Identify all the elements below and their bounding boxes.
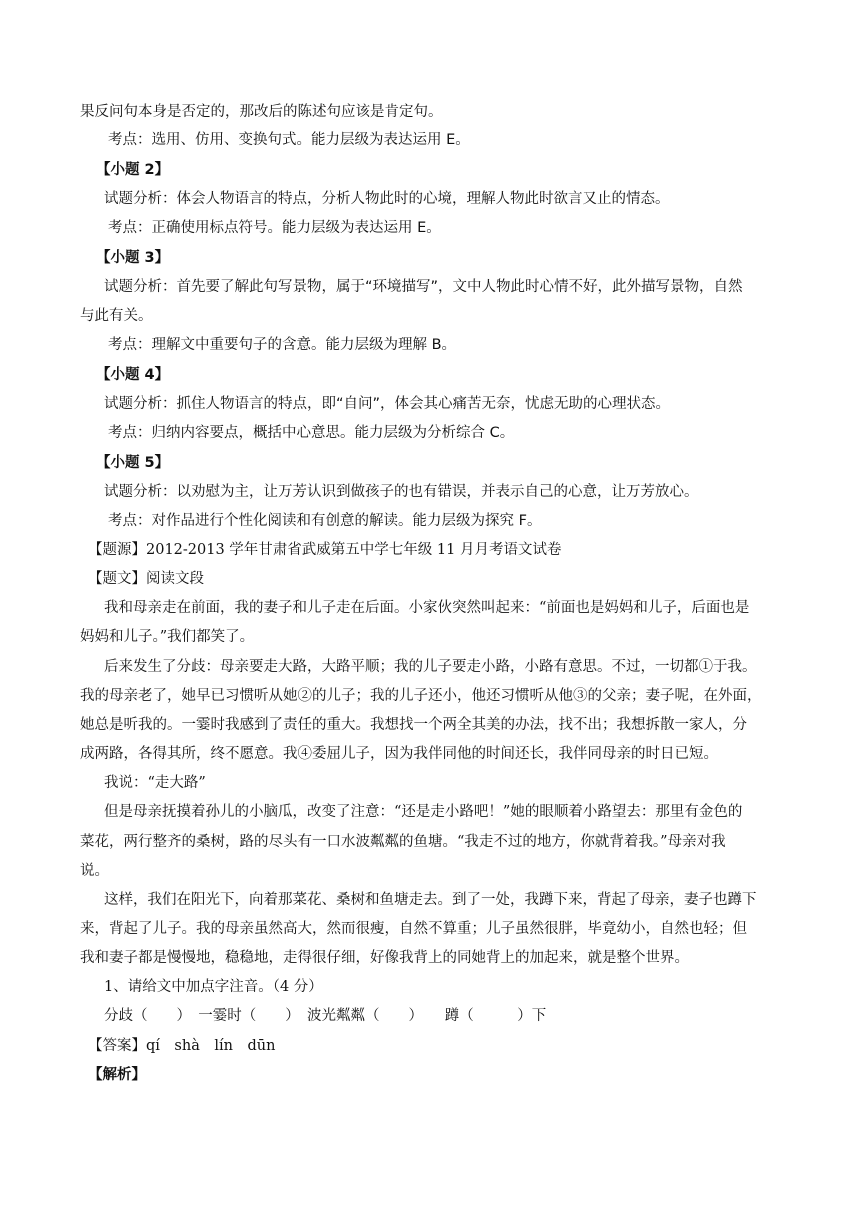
subquestion-heading: 【小题 2】 bbox=[96, 162, 170, 178]
kaodian-line: 考点：对作品进行个性化阅读和有创意的解读。能力层级为探究 F。 bbox=[108, 513, 542, 529]
subquestion-heading: 【小题 3】 bbox=[96, 250, 170, 266]
passage-line: 说。 bbox=[80, 863, 109, 879]
subquestion-heading: 【小题 5】 bbox=[96, 455, 170, 471]
analysis-line: 试题分析：以劝慰为主，让万芳认识到做孩子的也有错误，并表示自己的心意，让万芳放心。 bbox=[104, 484, 699, 500]
answer-line: 【答案】qí shà lín dūn bbox=[88, 1038, 276, 1054]
passage-line: 妈妈和儿子。”我们都笑了。 bbox=[80, 629, 255, 645]
analysis-line: 试题分析：抓住人物语言的特点，即“自问”，体会其心痛苦无奈，忧虑无助的心理状态。 bbox=[104, 396, 671, 412]
passage-line: 后来发生了分歧：母亲要走大路，大路平顺；我的儿子要走小路，小路有意思。不过，一切都①于我。 bbox=[104, 659, 757, 675]
kaodian-line: 考点：归纳内容要点，概括中心意思。能力层级为分析综合 C。 bbox=[108, 425, 515, 441]
passage-line: 我的母亲老了，她早已习惯听从她②的儿子；我的儿子还小，他还习惯听从他③的父亲；妻子呢，在外面， bbox=[80, 688, 762, 704]
pinyin-blanks-line: 分歧（ ） 一霎时（ ） 波光粼粼（ ） 蹲（ ）下 bbox=[104, 1008, 547, 1024]
source-line: 【题源】2012-2013 学年甘肃省武威第五中学七年级 11 月月考语文试卷 bbox=[88, 542, 562, 558]
passage-line: 我说：“走大路” bbox=[104, 775, 206, 791]
kaodian-line: 考点：正确使用标点符号。能力层级为表达运用 E。 bbox=[108, 220, 441, 236]
passage-line: 她总是听我的。一霎时我感到了责任的重大。我想找一个两全其美的办法，找不出；我想拆散一家人，分 bbox=[80, 717, 747, 733]
passage-line: 我和母亲走在前面，我的妻子和儿子走在后面。小家伙突然叫起来：“前面也是妈妈和儿子，后面也是 bbox=[104, 600, 750, 616]
kaodian-line: 考点：选用、仿用、变换句式。能力层级为表达运用 E。 bbox=[108, 132, 470, 148]
kaodian-line: 考点：理解文中重要句子的含意。能力层级为理解 B。 bbox=[108, 337, 457, 353]
analysis-line: 试题分析：体会人物语言的特点，分析人物此时的心境，理解人物此时欲言又止的情态。 bbox=[104, 191, 670, 207]
passage-line: 我和妻子都是慢慢地，稳稳地，走得很仔细，好像我背上的同她背上的加起来，就是整个世界。 bbox=[80, 950, 689, 966]
analysis-line: 与此有关。 bbox=[80, 308, 153, 324]
question-line: 1、请给文中加点字注音。（4 分） bbox=[104, 979, 323, 995]
explanation-heading: 【解析】 bbox=[88, 1066, 146, 1083]
passage-line: 成两路，各得其所，终不愿意。我④委屈儿子，因为我伴同他的时间还长，我伴同母亲的时日已短。 bbox=[80, 746, 718, 762]
subquestion-heading: 【小题 4】 bbox=[96, 367, 170, 383]
analysis-line: 试题分析：首先要了解此句写景物，属于“环境描写”，文中人物此时心情不好，此外描写景物，自然 bbox=[104, 279, 743, 295]
question-text-heading: 【题文】阅读文段 bbox=[88, 571, 204, 587]
passage-line: 这样，我们在阳光下，向着那菜花、桑树和鱼塘走去。到了一处，我蹲下来，背起了母亲，妻子也蹲下 bbox=[104, 892, 757, 908]
passage-line: 菜花，两行整齐的桑树，路的尽头有一口水波粼粼的鱼塘。“我走不过的地方，你就背着我。”母亲对我 bbox=[80, 834, 726, 850]
text-line: 果反问句本身是否定的，那改后的陈述句应该是肯定句。 bbox=[80, 104, 443, 120]
passage-line: 来，背起了儿子。我的母亲虽然高大，然而很瘦，自然不算重；儿子虽然很胖，毕竟幼小，自然也轻；但 bbox=[80, 921, 747, 937]
passage-line: 但是母亲抚摸着孙儿的小脑瓜，改变了注意：“还是走小路吧！”她的眼顺着小路望去：那里有金色的 bbox=[104, 804, 743, 820]
